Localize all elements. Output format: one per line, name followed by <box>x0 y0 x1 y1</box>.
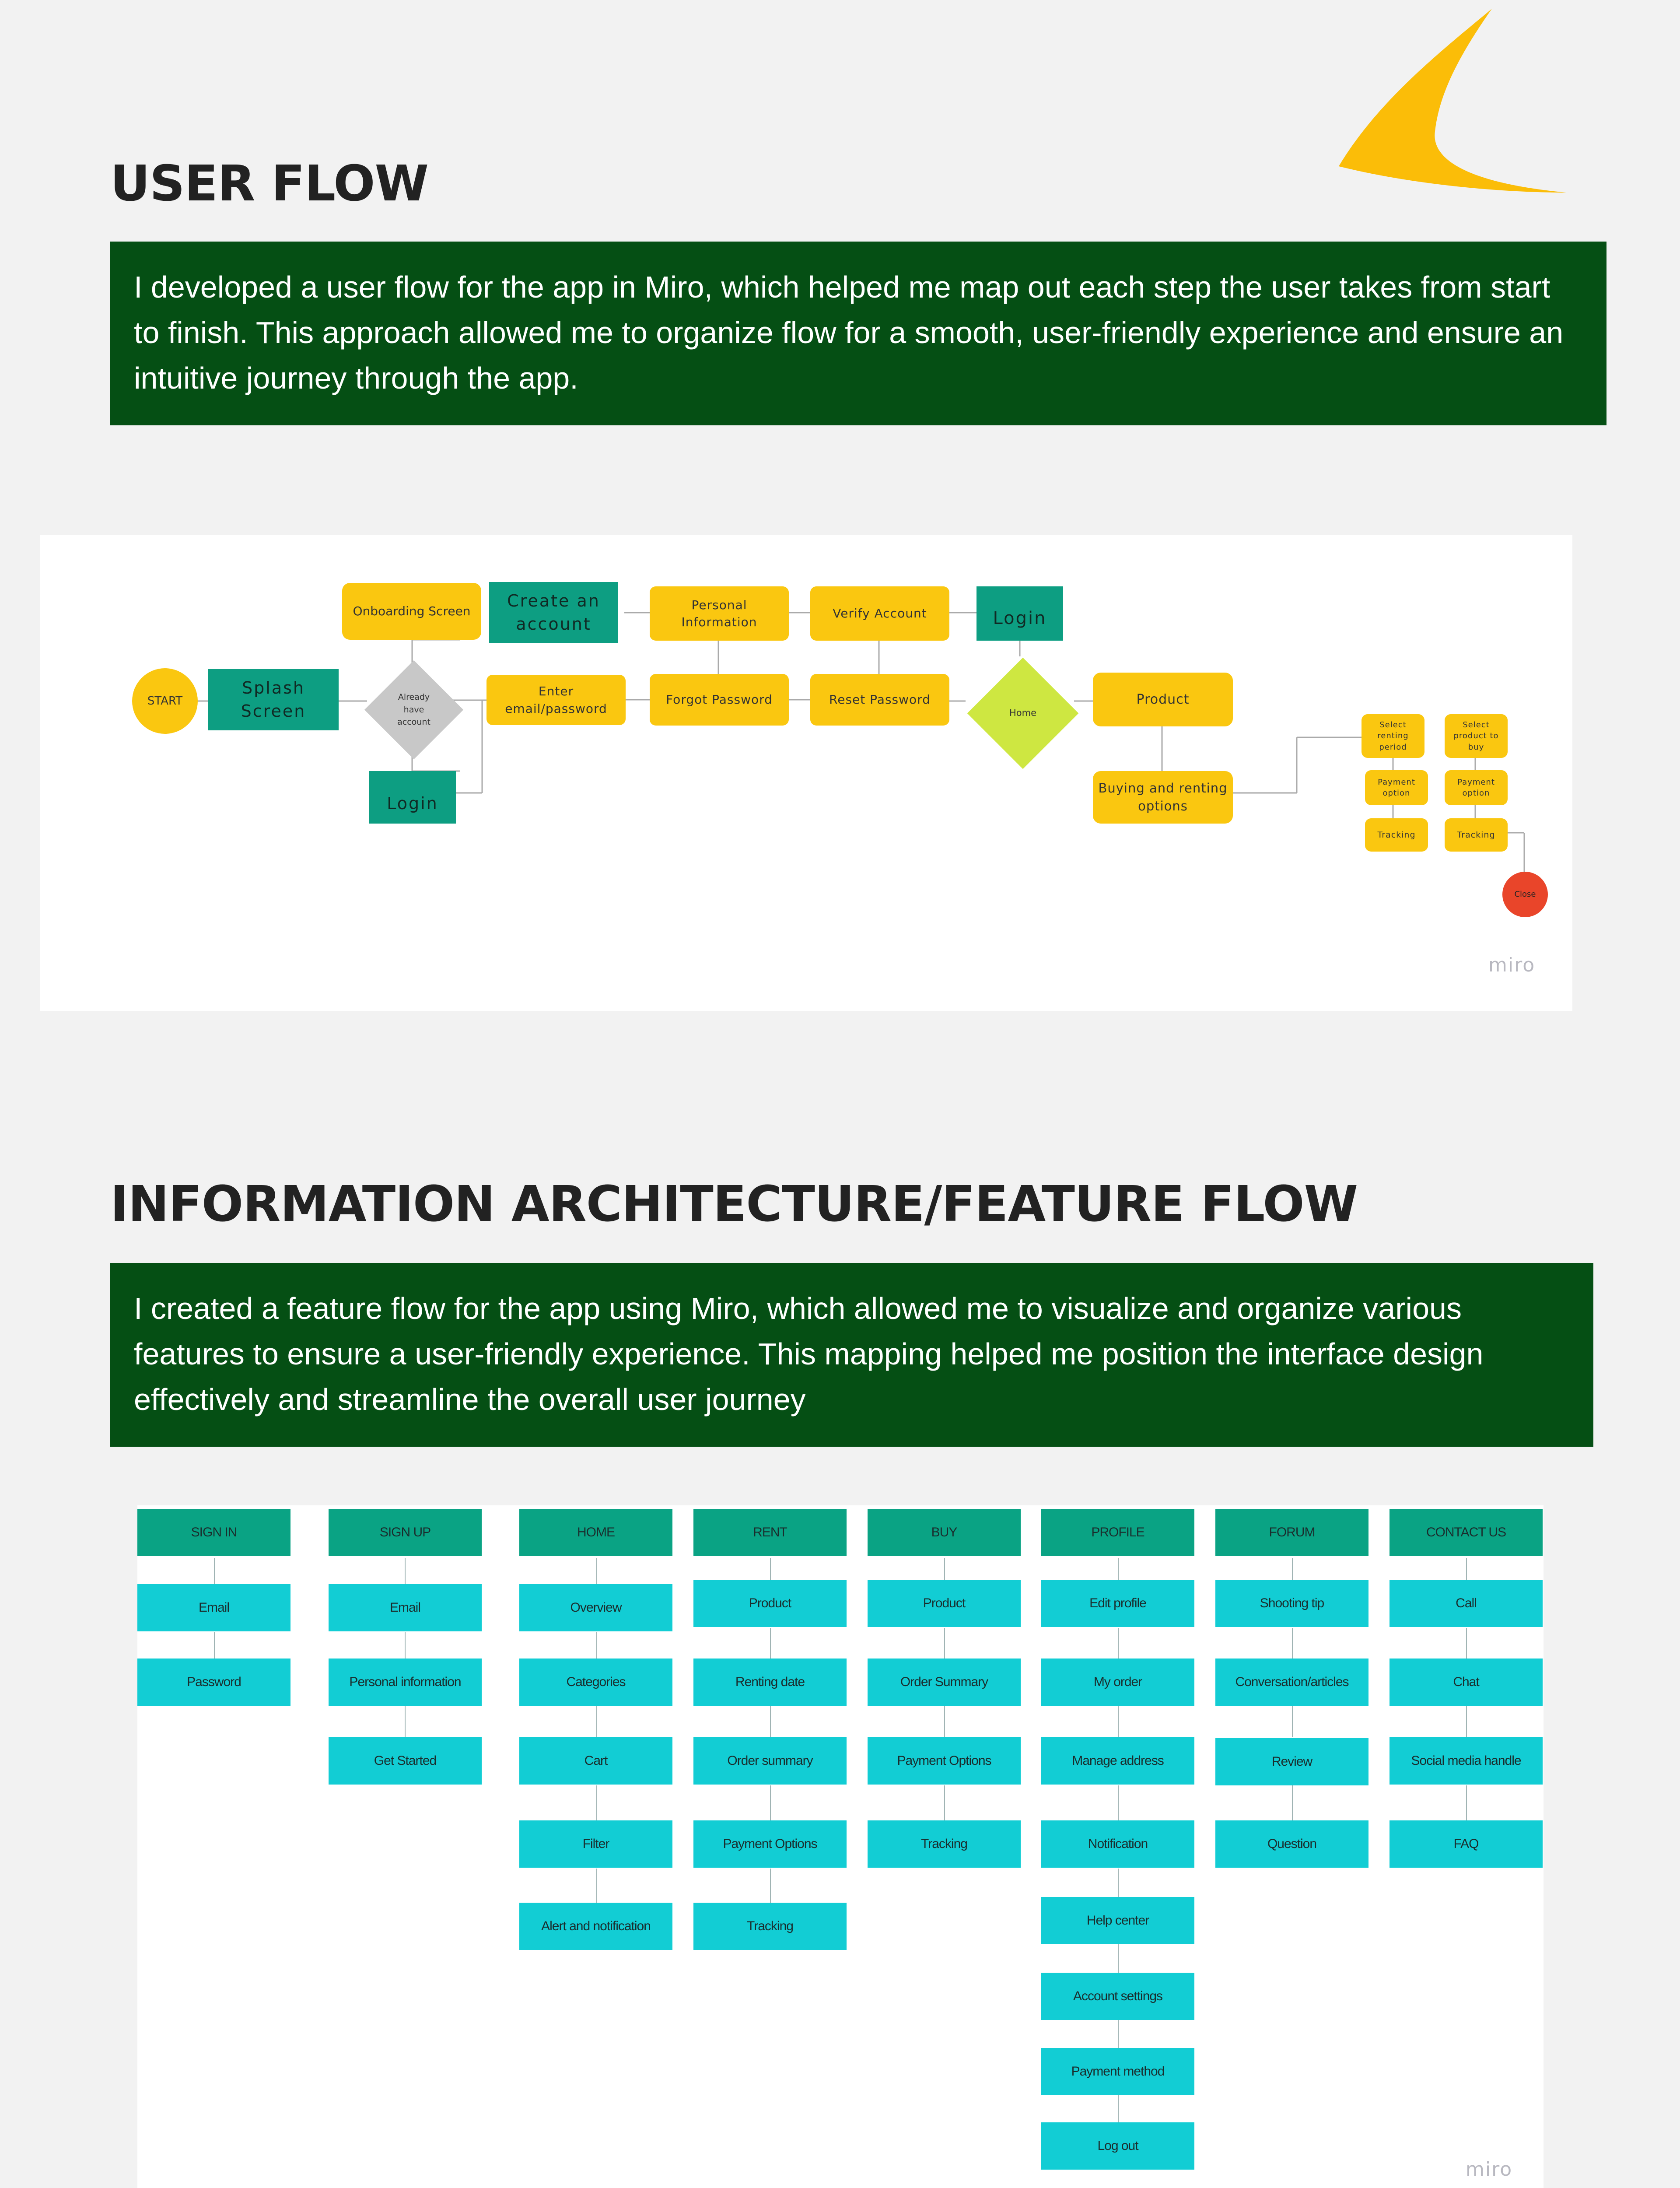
ia-title: INFORMATION ARCHITECTURE/FEATURE FLOW <box>110 1176 1358 1233</box>
flow-enter-email-password: Enter email/password <box>486 675 626 725</box>
user-flow-connectors <box>40 535 1572 1011</box>
ia-description: I created a feature flow for the app using Miro, which allowed me to visualize and organize various features to ensure a user-friendly experience. This mapping helped me position the interface design effectively and streamline the overall user journey <box>110 1263 1593 1447</box>
flow-reset-password: Reset Password <box>810 674 949 726</box>
ia-item-sign-up-personal-information: Personal information <box>329 1659 482 1706</box>
miro-watermark: miro <box>1488 954 1536 976</box>
flow-payment-option-2: Payment option <box>1445 770 1508 805</box>
ia-diagram <box>137 1505 1544 2188</box>
ia-item-sign-up-email: Email <box>329 1584 482 1631</box>
ia-item-rent-payment-options: Payment Options <box>693 1820 847 1868</box>
ia-item-rent-renting-date: Renting date <box>693 1659 847 1706</box>
flow-select-product-to-buy: Select product to buy <box>1445 714 1508 758</box>
flow-login-top: Login <box>976 586 1063 641</box>
ia-item-contact-social-media-handle: Social media handle <box>1390 1737 1543 1785</box>
ia-item-buy-tracking: Tracking <box>868 1820 1021 1868</box>
ia-header-profile: PROFILE <box>1041 1509 1194 1556</box>
flow-create-account: Create an account <box>489 582 618 643</box>
ia-item-sign-in-email: Email <box>137 1584 290 1631</box>
ia-header-sign-in: SIGN IN <box>137 1509 290 1556</box>
miro-watermark-ia: miro <box>1466 2158 1513 2181</box>
ia-item-forum-shooting-tip: Shooting tip <box>1215 1580 1368 1627</box>
ia-item-forum-conversation-articles: Conversation/articles <box>1215 1659 1368 1706</box>
flow-login-left: Login <box>369 771 456 824</box>
user-flow-diagram <box>40 535 1572 1011</box>
ia-header-rent: RENT <box>693 1509 847 1556</box>
ia-item-forum-question: Question <box>1215 1820 1368 1868</box>
user-flow-title: USER FLOW <box>110 155 428 212</box>
flow-product: Product <box>1093 673 1233 726</box>
ia-item-profile-notification: Notification <box>1041 1820 1194 1868</box>
ia-item-home-filter: Filter <box>519 1820 672 1868</box>
ia-header-buy: BUY <box>868 1509 1021 1556</box>
user-flow-description: I developed a user flow for the app in Miro, which helped me map out each step the user takes from start to finish. This approach allowed me to organize flow for a smooth, user-friendly experience and ensure an intuitive journey through the app. <box>110 242 1606 425</box>
ia-item-buy-order-summary: Order Summary <box>868 1659 1021 1706</box>
flow-verify-account: Verify Account <box>810 586 949 641</box>
flow-tracking-1: Tracking <box>1365 818 1428 852</box>
ia-item-profile-payment-method: Payment method <box>1041 2048 1194 2095</box>
ia-item-sign-in-password: Password <box>137 1659 290 1706</box>
ia-item-home-cart: Cart <box>519 1737 672 1785</box>
logo-swoosh-icon <box>1330 4 1575 197</box>
ia-item-contact-chat: Chat <box>1390 1659 1543 1706</box>
ia-item-home-overview: Overview <box>519 1584 672 1631</box>
ia-item-buy-payment-options: Payment Options <box>868 1737 1021 1785</box>
ia-header-sign-up: SIGN UP <box>329 1509 482 1556</box>
ia-item-rent-product: Product <box>693 1580 847 1627</box>
flow-forgot-password: Forgot Password <box>650 674 789 726</box>
ia-item-rent-order-summary: Order summary <box>693 1737 847 1785</box>
flow-decision-already-have-account: Already have account <box>379 675 449 745</box>
ia-item-profile-my-order: My order <box>1041 1659 1194 1706</box>
ia-item-profile-help-center: Help center <box>1041 1897 1194 1944</box>
flow-buying-renting-options: Buying and renting options <box>1093 771 1233 824</box>
flow-splash-screen: Splash Screen <box>208 669 339 730</box>
ia-item-rent-tracking: Tracking <box>693 1903 847 1950</box>
ia-item-profile-edit-profile: Edit profile <box>1041 1580 1194 1627</box>
flow-personal-information: Personal Information <box>650 586 789 641</box>
flow-home-diamond: Home <box>984 674 1062 753</box>
ia-item-sign-up-get-started: Get Started <box>329 1737 482 1785</box>
ia-item-profile-account-settings: Account settings <box>1041 1973 1194 2020</box>
flow-select-renting-period: Select renting period <box>1362 714 1424 758</box>
flow-start: START <box>132 668 198 734</box>
ia-item-profile-log-out: Log out <box>1041 2122 1194 2170</box>
ia-item-home-alert-notification: Alert and notification <box>519 1903 672 1950</box>
flow-close: Close <box>1502 872 1548 917</box>
flow-onboarding-screen: Onboarding Screen <box>342 583 481 640</box>
ia-item-forum-review: Review <box>1215 1738 1368 1785</box>
ia-item-home-categories: Categories <box>519 1659 672 1706</box>
ia-header-home: HOME <box>519 1509 672 1556</box>
ia-item-buy-product: Product <box>868 1580 1021 1627</box>
ia-item-contact-faq: FAQ <box>1390 1820 1543 1868</box>
flow-tracking-2: Tracking <box>1445 818 1508 852</box>
ia-header-contact-us: CONTACT US <box>1390 1509 1543 1556</box>
ia-item-contact-call: Call <box>1390 1580 1543 1627</box>
ia-item-profile-manage-address: Manage address <box>1041 1737 1194 1785</box>
flow-payment-option-1: Payment option <box>1365 770 1428 805</box>
ia-header-forum: FORUM <box>1215 1509 1368 1556</box>
